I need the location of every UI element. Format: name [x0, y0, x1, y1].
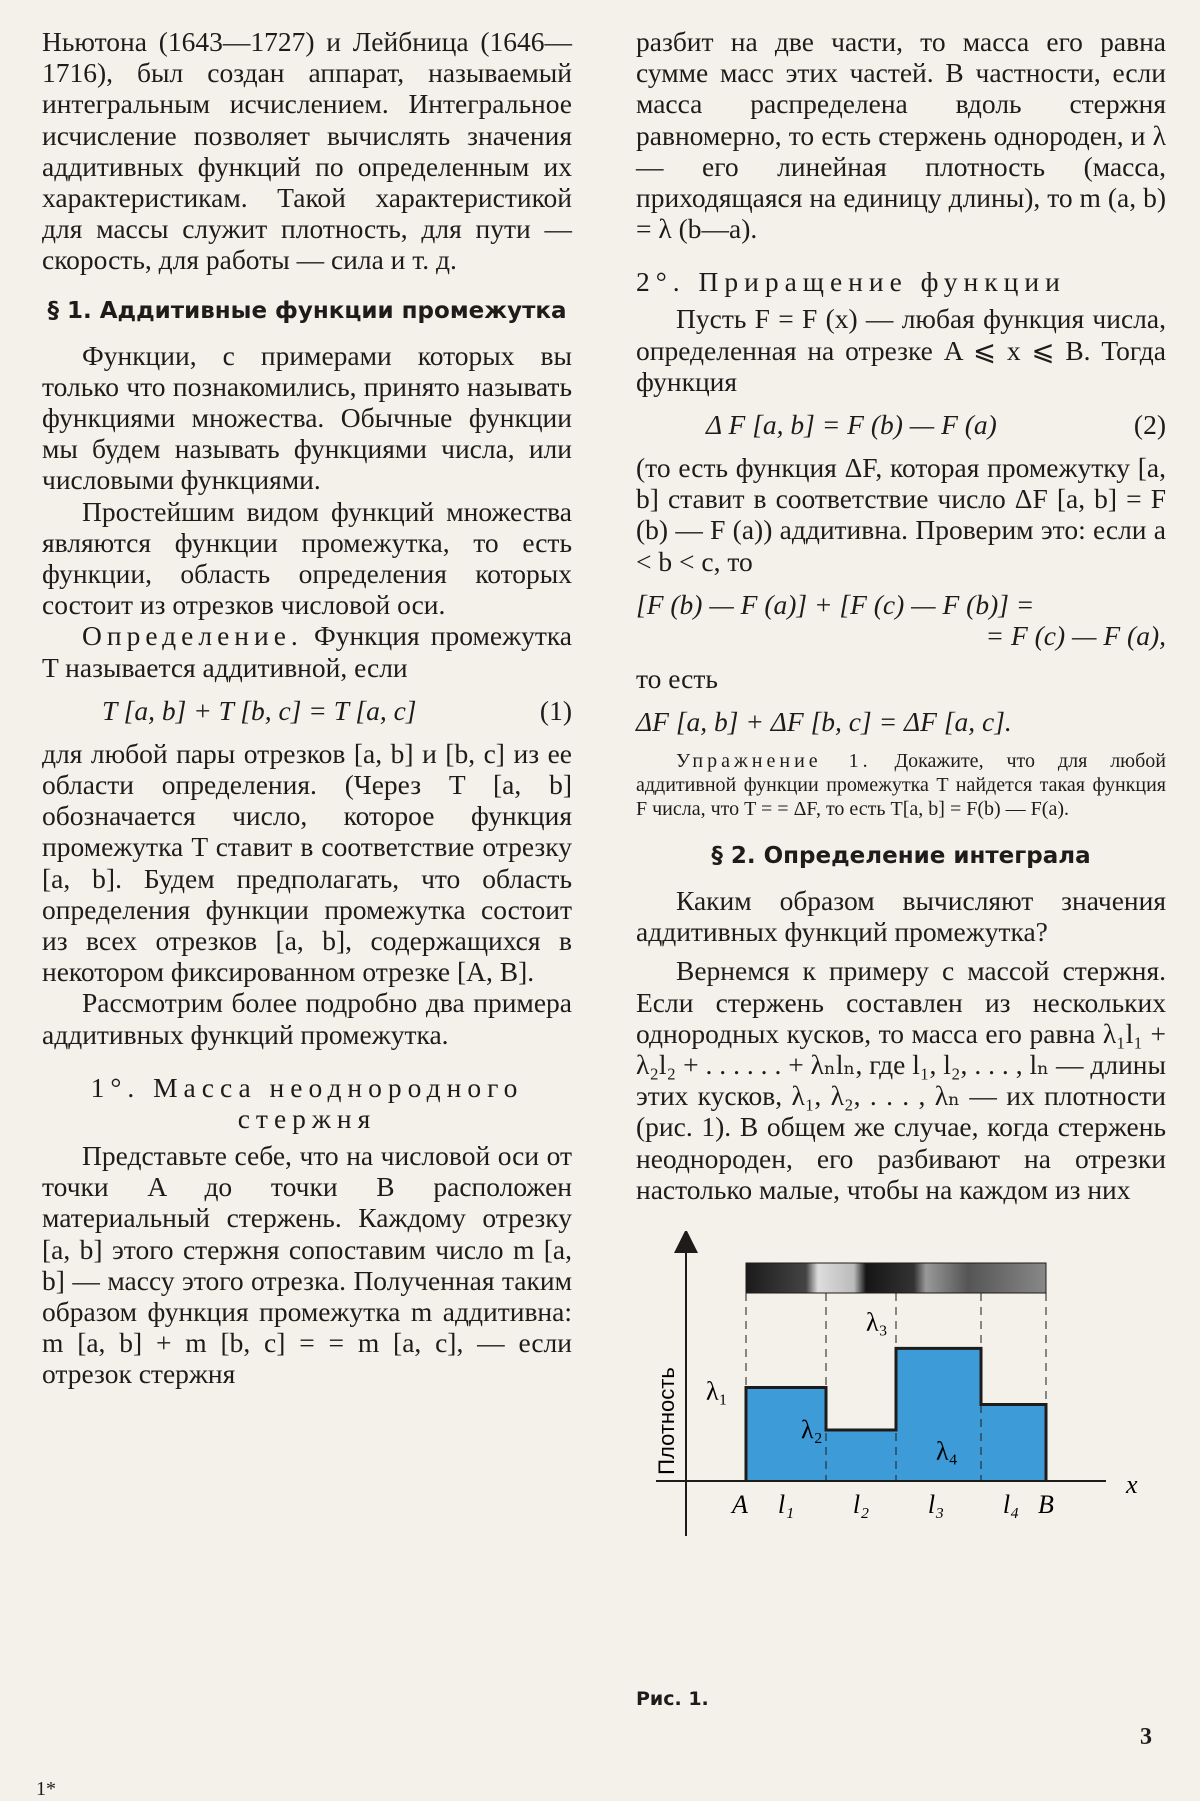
axis-label-1: A: [732, 1490, 748, 1520]
page-number: 3: [1140, 1724, 1152, 1750]
density-bar-4: [981, 1405, 1046, 1482]
section-1-title: § 1. Аддитивные функции промежутка: [47, 297, 567, 324]
formula-2-body: Δ F [a, b] = F (b) — F (a): [706, 409, 997, 441]
definition-text: Функция промежутка T называется аддитивной, если: [42, 620, 572, 683]
definition-word: Определение.: [82, 620, 303, 652]
paragraph: (то есть функция ΔF, которая промежутку [a, b] ставит в соответствие число ΔF [a, b] = F (b) — F (a)) аддитивна. Проверим это: если a < b < c, то: [636, 452, 1166, 577]
subsection-2-title: 2°. Приращение функции: [636, 266, 1066, 298]
paragraph: Представьте себе, что на числовой оси от точки A до точки B расположен материальный стержень. Каждому отрезку [a, b] этого стержня сопоставим число m [a, b] — массу этого отрезка. Полученная таким образом функция промежутка m аддитивна: m [a, b] + m [b, c] = = m [a, c], — если отрезок стержня: [42, 1139, 572, 1390]
x-axis-label: x: [1126, 1470, 1138, 1500]
formula-3a: [F (b) — F (a)] + [F (c) — F (b)] =: [636, 588, 1035, 620]
density-bar-2: [826, 1430, 896, 1481]
y-axis-label: Плотность: [654, 1367, 679, 1475]
axis-label-5: l₄: [1002, 1490, 1020, 1520]
lambda-label-4: λ₄: [936, 1436, 958, 1466]
formula-2-number: (2): [1133, 409, 1166, 441]
rod-bar: [746, 1263, 1046, 1293]
formula-1-number: (1): [539, 694, 572, 726]
formula-2: [636, 409, 1166, 440]
left-column: [42, 26, 572, 1390]
paragraph: для любой пары отрезков [a, b] и [b, c] из ее области определения. (Через T [a, b] обозначается число, которое функция промежутка T ставит в соответствие отрезку [a, b]. Будем предполагать, что область определения функции промежутка состоит из всех отрезков [a, b], содержащихся в некотором фиксированном отрезке [A, B].: [42, 737, 572, 988]
formula-1-body: T [a, b] + T [b, c] = T [a, c]: [102, 694, 417, 726]
exercise-word: Упражнение 1.: [676, 750, 872, 773]
paragraph: разбит на две части, то масса его равна сумме масс этих частей. В частности, если масса распределена вдоль стержня равномерно, то есть стержень однороден, и λ — его линейная плотность (масса, приходящаяся на единицу длины), то m (a, b) = λ (b—a).: [636, 26, 1166, 245]
formula-1: [42, 695, 572, 726]
paragraph: Каким образом вычисляют значения аддитивных функций промежутка?: [636, 885, 1166, 948]
paragraph: Вернемся к примеру с массой стержня. Если стержень составлен из нескольких однородных кусков, то масса его равна λ₁l₁ + λ₂l₂ + . . . . . . + λₙlₙ, где l₁, l₂, . . . , lₙ — длины этих кусков, λ₁, λ₂, . . . , λₙ — их плотности (рис. 1). В общем же случае, когда стержень неоднороден, его разбивают на отрезки настолько малые, чтобы на каждом из них: [636, 955, 1166, 1205]
axis-label-4: l₃: [927, 1490, 945, 1520]
intro-paragraph: Ньютона (1643—1727) и Лейбница (1646—1716), был создан аппарат, называемый интегральным исчислением. Интегральное исчисление позволяет вычислять значения аддитивных функций по определенным их характеристикам. Такой характеристикой для массы служит плотность, для пути — скорость, для работы — сила и т. д.: [42, 26, 572, 276]
lambda-label-2: λ₂: [801, 1415, 823, 1445]
paragraph: Рассмотрим более подробно два примера аддитивных функций промежутка.: [42, 987, 572, 1050]
axis-label-6: B: [1038, 1490, 1054, 1520]
lambda-label-1: λ₁: [706, 1376, 728, 1406]
right-column: [636, 26, 1166, 1581]
density-diagram: [636, 1231, 1166, 1581]
exercise-text: Докажите, что для любой аддитивной функции промежутка T найдется такая функция F числа, что T = = ΔF, то есть T[a, b] = F(b) — F(a).: [636, 750, 1166, 821]
axis-label-2: l₁: [777, 1490, 795, 1520]
signature-mark: 1*: [36, 1778, 56, 1800]
axis-label-3: l₂: [852, 1490, 870, 1520]
paragraph: Пусть F = F (x) — любая функция числа, определенная на отрезке A ⩽ x ⩽ B. Тогда функция: [636, 303, 1166, 397]
definition-paragraph: [42, 620, 572, 682]
figure-1: [636, 1231, 1166, 1581]
paragraph: Функции, с примерами которых вы только что познакомились, принято называть функциями множества. Обычные функции мы будем называть функциями числа, или числовыми функциями.: [42, 339, 572, 496]
exercise: [636, 749, 1166, 821]
subsection-1-title: 1°. Масса неоднородного стержня: [90, 1071, 524, 1134]
section-2-title: § 2. Определение интеграла: [711, 843, 1091, 870]
figure-caption: Рис. 1.: [636, 1688, 709, 1710]
paragraph: то есть: [636, 662, 718, 694]
lambda-label-3: λ₃: [866, 1307, 888, 1337]
paragraph: Простейшим видом функций множества являются функции промежутка, то есть функции, область определения которых состоит из отрезков числовой оси.: [42, 495, 572, 621]
formula-4: ΔF [a, b] + ΔF [b, c] = ΔF [a, c].: [636, 706, 1012, 738]
formula-3b: = F (c) — F (a),: [985, 619, 1166, 651]
